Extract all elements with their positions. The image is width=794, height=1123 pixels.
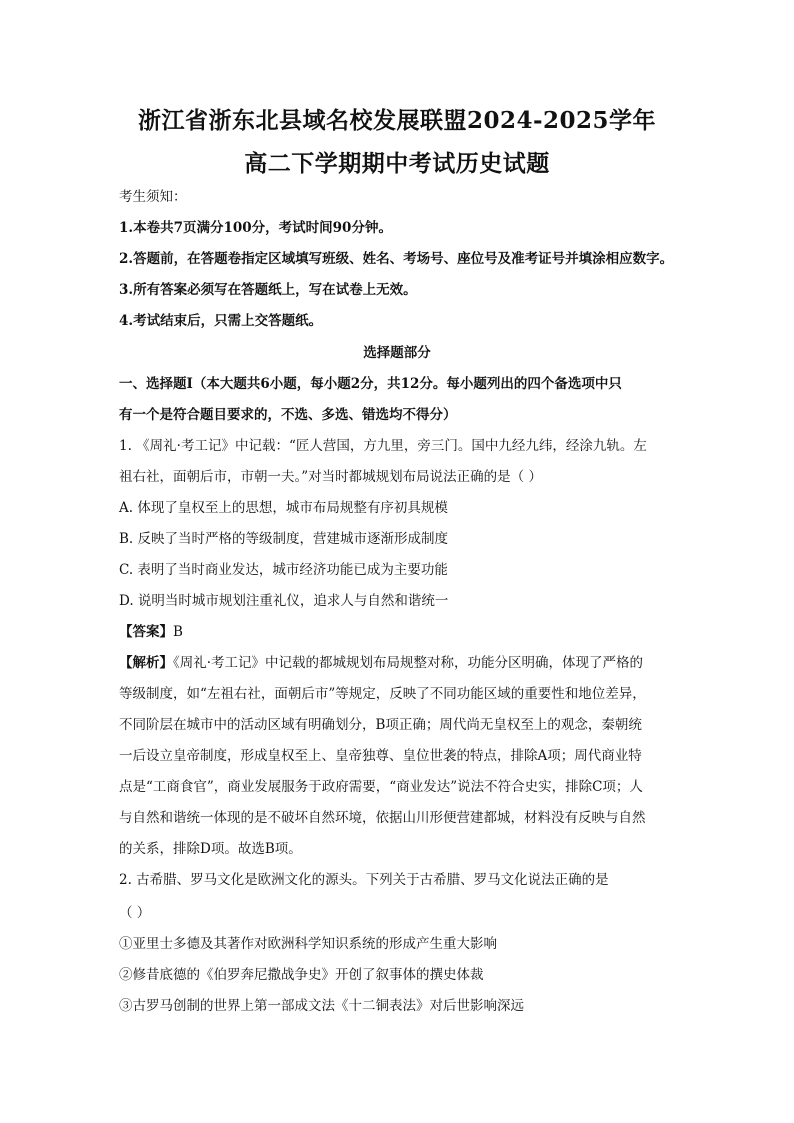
answer-label: 【答案】 <box>119 624 173 640</box>
analysis-text: 《周礼·考工记》中记载的都城规划布局规整对称，功能分区明确，体现了严格的 <box>173 655 644 671</box>
q1-analysis-line2: 等级制度，如“左祖右社，面朝后市”等规定，反映了不同功能区域的重要性和地位差异， <box>119 686 646 702</box>
q2-stem-line2: （ ） <box>119 905 151 921</box>
q2-item-1: ①亚里士多德及其著作对欧洲科学知识系统的形成产生重大影响 <box>119 936 497 952</box>
notice-item-4: 4.考试结束后，只需上交答题纸。 <box>119 313 323 329</box>
q1-analysis-line4: 一后设立皇帝制度，形成皇权至上、皇帝独尊、皇位世袭的特点，排除A项；周代商业特 <box>119 748 642 764</box>
q1-analysis-line5: 点是“工商食官”，商业发展服务于政府需要，“商业发达”说法不符合史实，排除C项；人 <box>119 779 643 795</box>
answer-value: B <box>173 624 183 640</box>
notice-item-2: 2.答题前，在答题卷指定区域填写班级、姓名、考场号、座位号及准考证号并填涂相应数字。 <box>119 251 674 267</box>
q1-analysis-line3: 不同阶层在城市中的活动区域有明确划分，B项正确；周代尚无皇权至上的观念，秦朝统 <box>119 717 642 733</box>
section-heading-line2: 有一个是符合题目要求的，不选、多选、错选均不得分） <box>119 407 457 423</box>
q1-analysis-line6: 与自然和谐统一体现的是不破坏自然环境，依据山川形便营建都城，材料没有反映与自然 <box>119 810 646 826</box>
q1-analysis-line1 <box>119 654 679 672</box>
exam-title-line1: 浙江省浙东北县域名校发展联盟2024-2025学年 <box>137 107 657 134</box>
q2-stem-line1: 2. 古希腊、罗马文化是欧洲文化的源头。下列关于古希腊、罗马文化说法正确的是 <box>119 872 609 888</box>
section-title: 选择题部分 <box>363 345 431 361</box>
notice-item-3: 3.所有答案必须写在答题纸上，写在试卷上无效。 <box>119 282 417 298</box>
q1-option-d: D. 说明当时城市规划注重礼仪，追求人与自然和谐统一 <box>119 593 449 609</box>
q1-option-a: A. 体现了皇权至上的思想，城市布局规整有序初具规模 <box>119 500 448 516</box>
exam-title-line2: 高二下学期期中考试历史试题 <box>244 150 550 177</box>
q1-answer <box>119 623 679 641</box>
notice-heading: 考生须知： <box>119 189 187 205</box>
q2-item-2: ②修昔底德的《伯罗奔尼撒战争史》开创了叙事体的撰史体裁 <box>119 967 484 983</box>
section-heading-line1: 一、选择题Ⅰ（本大题共6小题，每小题2分，共12分。每小题列出的四个备选项中只 <box>119 376 622 392</box>
q1-option-b: B. 反映了当时严格的等级制度，营建城市逐渐形成制度 <box>119 531 449 547</box>
notice-item-1: 1.本卷共7页满分100分，考试时间90分钟。 <box>119 220 392 236</box>
q1-stem-line1: 1. 《周礼·考工记》中记载：“匠人营国，方九里，旁三门。国中九经九纬，经涂九轨。左 <box>119 438 647 454</box>
q1-stem-line2: 祖右社，面朝后市，市朝一夫。”对当时都城规划布局说法正确的是（ ） <box>119 469 542 485</box>
q2-item-3: ③古罗马创制的世界上第一部成文法《十二铜表法》对后世影响深远 <box>119 998 524 1014</box>
q1-option-c: C. 表明了当时商业发达，城市经济功能已成为主要功能 <box>119 562 448 578</box>
q1-analysis-line7: 的关系，排除D项。故选B项。 <box>119 841 302 857</box>
analysis-label: 【解析】 <box>119 655 173 671</box>
